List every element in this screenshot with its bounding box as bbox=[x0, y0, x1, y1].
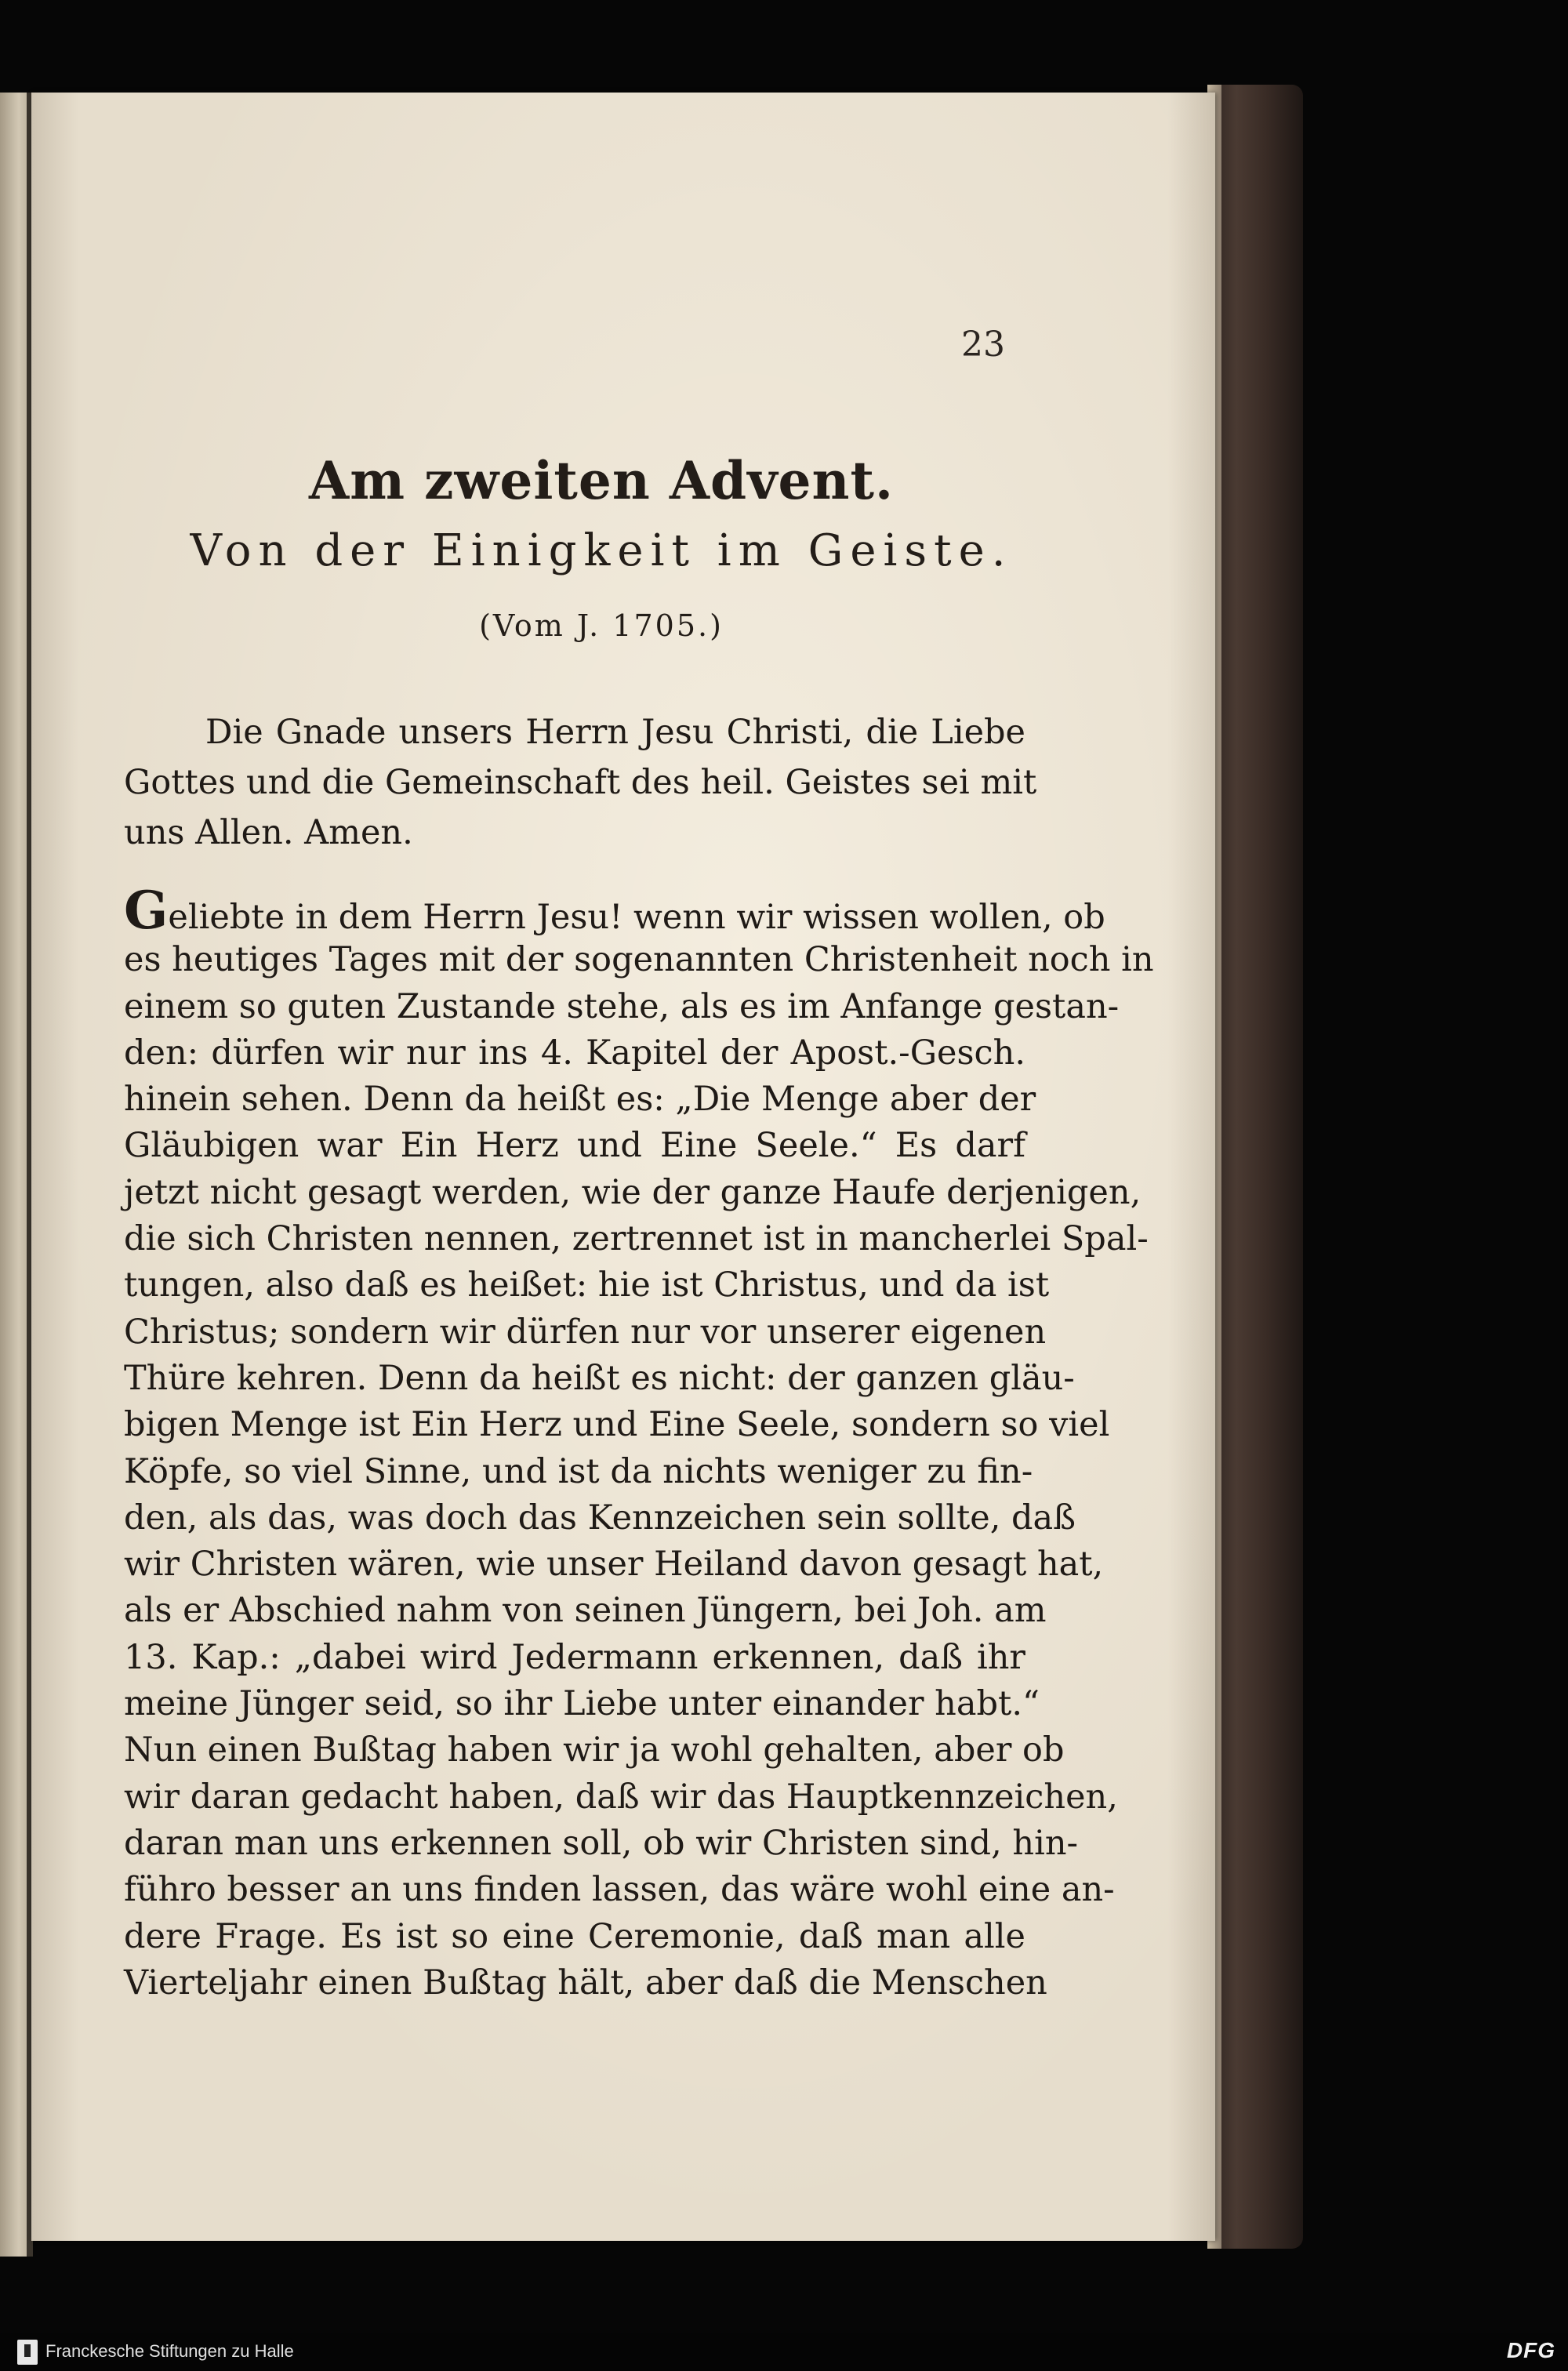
body-line: als er Abschied nahm von seinen Jüngern, bei Joh. am bbox=[124, 1591, 1047, 1631]
body-line: jetzt nicht gesagt werden, wie der ganze Haufe derjenigen, bbox=[124, 1172, 1142, 1212]
sermon-date: (Vom J. 1705.) bbox=[479, 608, 724, 643]
body-line: Köpfe, so viel Sinne, und ist da nichts weniger zu fin- bbox=[124, 1451, 1033, 1491]
sermon-title: Am zweiten Advent. bbox=[309, 450, 894, 511]
body-line: führo besser an uns finden lassen, das wäre wohl eine an- bbox=[124, 1870, 1115, 1910]
body-line: Christus; sondern wir dürfen nur vor unserer eigenen bbox=[124, 1312, 1047, 1352]
body-line: Vierteljahr einen Bußtag hält, aber daß die Menschen bbox=[124, 1963, 1047, 2002]
body-line: hinein sehen. Denn da heißt es: „Die Menge aber der bbox=[124, 1080, 1036, 1120]
sermon-body bbox=[124, 880, 1154, 2006]
body-line: bigen Menge ist Ein Herz und Eine Seele, sondern so viel bbox=[124, 1405, 1110, 1445]
body-line: dere Frage. Es ist so eine Ceremonie, daß man alle bbox=[124, 1916, 1025, 1956]
salutation-line: Die Gnade unsers Herrn Jesu Christi, die Liebe bbox=[205, 713, 1025, 752]
drop-letter: G bbox=[124, 880, 169, 941]
book-cover bbox=[1207, 85, 1303, 2249]
sermon-subtitle: Von der Einigkeit im Geiste. bbox=[190, 525, 1013, 576]
page-number: 23 bbox=[961, 325, 1005, 365]
salutation-paragraph bbox=[124, 707, 1037, 858]
salutation-line: Gottes und die Gemeinschaft des heil. Geistes sei mit bbox=[124, 763, 1037, 802]
body-line: Nun einen Bußtag haben wir ja wohl gehalten, aber ob bbox=[124, 1730, 1065, 1770]
body-line: den: dürfen wir nur ins 4. Kapitel der Apost.-Gesch. bbox=[124, 1033, 1025, 1073]
body-line: wir Christen wären, wie unser Heiland davon gesagt hat, bbox=[124, 1545, 1104, 1585]
body-line-text: eliebte in dem Herrn Jesu! wenn wir wissen wollen, ob bbox=[168, 898, 1105, 937]
body-line: meine Jünger seid, so ihr Liebe unter einander habt.“ bbox=[124, 1684, 1040, 1724]
body-line: einem so guten Zustande stehe, als es im Anfange gestan- bbox=[124, 986, 1120, 1026]
dfg-badge: DFG bbox=[1506, 2338, 1555, 2362]
salutation-line: uns Allen. Amen. bbox=[124, 813, 413, 852]
body-line: 13. Kap.: „dabei wird Jedermann erkennen, daß ihr bbox=[124, 1637, 1025, 1677]
body-line: Gläubigen war Ein Herz und Eine Seele.“ Es darf bbox=[124, 1126, 1025, 1166]
body-line bbox=[124, 880, 1105, 941]
body-line: Thüre kehren. Denn da heißt es nicht: der ganzen gläu- bbox=[124, 1358, 1075, 1398]
body-line: den, als das, was doch das Kennzeichen sein sollte, daß bbox=[124, 1498, 1076, 1538]
body-line: es heutiges Tages mit der sogenannten Christenheit noch in bbox=[124, 940, 1154, 980]
body-line: wir daran gedacht haben, daß wir das Hauptkennzeichen, bbox=[124, 1777, 1118, 1817]
viewer-footer bbox=[0, 2333, 1568, 2371]
body-line: tungen, also daß es heißet: hie ist Christus, und da ist bbox=[124, 1265, 1050, 1305]
body-line: die sich Christen nennen, zertrennet ist in mancherlei Spal- bbox=[124, 1219, 1149, 1259]
institution-name: Franckesche Stiftungen zu Halle bbox=[45, 2341, 294, 2361]
institution-logo-icon bbox=[17, 2340, 38, 2365]
book-page bbox=[31, 93, 1215, 2241]
body-line: daran man uns erkennen soll, ob wir Christen sind, hin- bbox=[124, 1823, 1079, 1863]
